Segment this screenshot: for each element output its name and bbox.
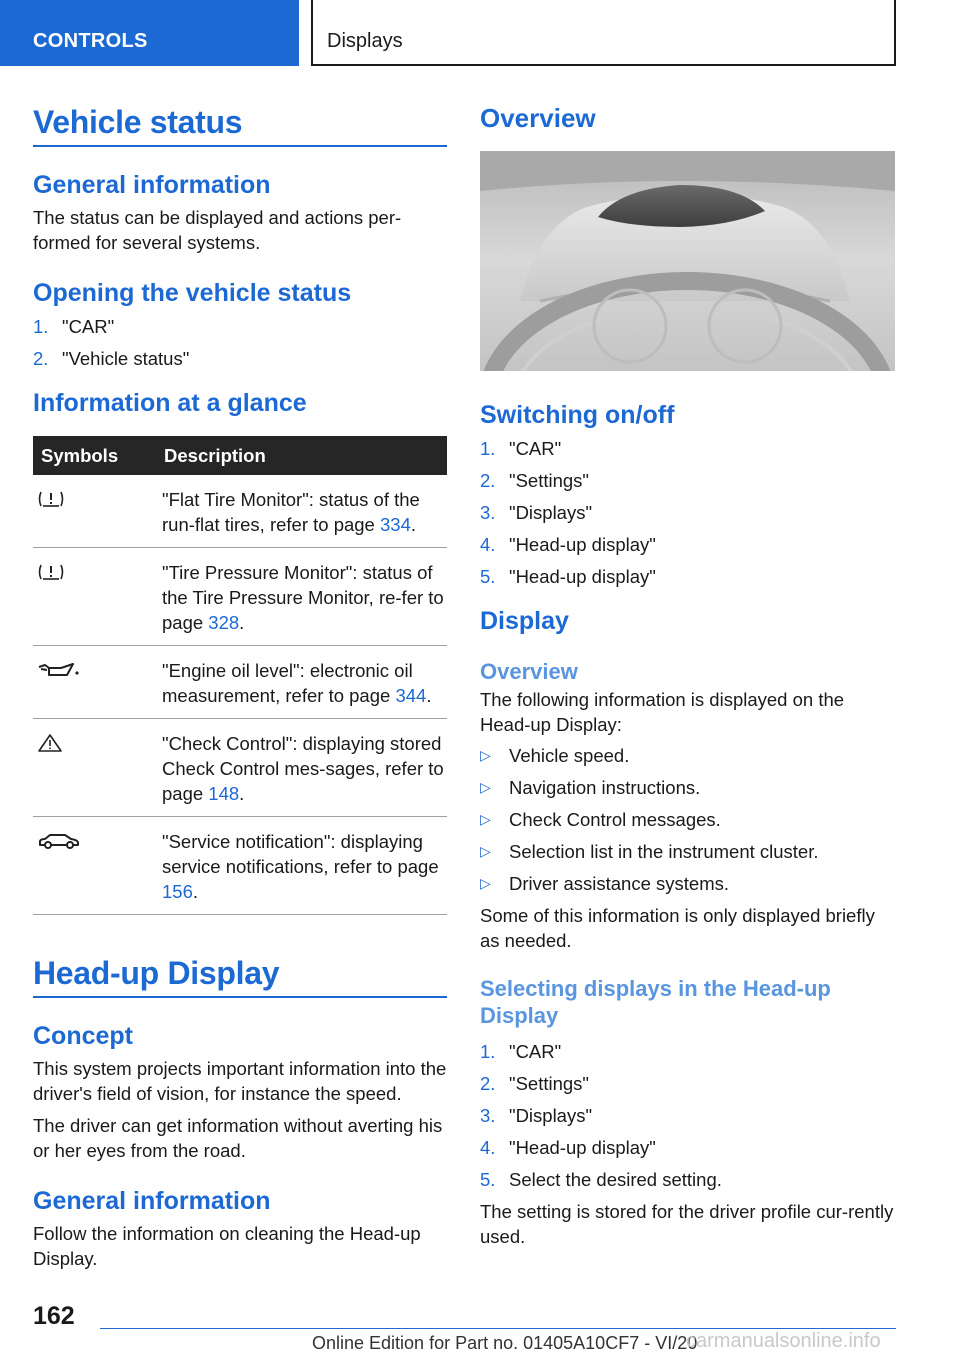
step-number: 1. (480, 1041, 496, 1062)
symbols-table (33, 436, 447, 915)
step-number: 2. (480, 1073, 496, 1094)
row-description: "Check Control": displaying stored Check Control mes‐sages, refer to page (162, 733, 444, 804)
row-description: "Flat Tire Monitor": status of the run-flat tires, refer to page (162, 489, 420, 535)
chapter-tab (0, 0, 299, 66)
step-text: "CAR" (509, 1041, 562, 1062)
edition-text: Online Edition for Part no. 01405A10CF7 - VI/20 (312, 1333, 698, 1353)
step-text: "CAR" (509, 438, 562, 459)
watermark: carmanualsonline.info (686, 1330, 881, 1352)
step-number: 1. (33, 316, 49, 337)
table-row (33, 475, 447, 548)
tire-pressure-warning-icon (37, 563, 65, 581)
row-suffix: . (192, 881, 199, 902)
display-info-list (480, 743, 895, 896)
step-number: 5. (480, 566, 496, 587)
switching-steps-list (480, 436, 895, 589)
list-item (480, 871, 895, 896)
car-service-icon (37, 831, 81, 851)
bullet-text: Check Control messages. (509, 809, 721, 830)
section-header (311, 0, 896, 66)
list-item (480, 1167, 895, 1192)
page-number: 162 (33, 1302, 75, 1330)
row-suffix: . (239, 612, 245, 633)
step-number: 2. (480, 470, 496, 491)
opening-steps-list (33, 314, 447, 371)
glance-heading: Information at a glance (33, 389, 307, 417)
setting-stored-text: The setting is stored for the driver profile cur‐rently used. (480, 1201, 894, 1247)
list-item (480, 1103, 895, 1128)
triangle-bullet-icon: ▷ (480, 875, 491, 891)
some-info-text: Some of this information is only displayed briefly as needed. (480, 905, 875, 951)
list-item (480, 436, 895, 461)
flat-tire-warning-icon (37, 490, 65, 508)
head-up-display-title: Head-up Display (33, 955, 447, 998)
table-row (33, 817, 447, 915)
table-header-row (33, 436, 447, 475)
row-suffix: . (426, 685, 432, 706)
table-row (33, 646, 447, 719)
step-text: "Displays" (509, 502, 593, 523)
opening-vehicle-status-heading: Opening the vehicle status (33, 279, 352, 307)
step-text: "Settings" (509, 470, 589, 491)
step-number: 2. (33, 348, 49, 369)
table-row (33, 548, 447, 646)
general-info-2-text: Follow the information on cleaning the Head-up Display. (33, 1223, 421, 1269)
row-suffix: . (239, 783, 245, 804)
selecting-displays-heading: Selecting displays in the Head-up Display (480, 976, 831, 1028)
general-info-text: The status can be displayed and actions per‐formed for several systems. (33, 207, 402, 253)
overview-heading: Overview (480, 103, 596, 133)
list-item (480, 839, 895, 864)
symbols-column-header: Symbols (33, 436, 162, 475)
list-item (33, 346, 447, 371)
triangle-bullet-icon: ▷ (480, 779, 491, 795)
right-column (480, 100, 895, 1249)
list-item (480, 532, 895, 557)
list-item (33, 314, 447, 339)
footer-divider (100, 1328, 896, 1329)
step-number: 5. (480, 1169, 496, 1190)
chapter-label: CONTROLS (33, 30, 148, 52)
triangle-bullet-icon: ▷ (480, 811, 491, 827)
table-row (33, 719, 447, 817)
page-link[interactable]: 156 (162, 881, 193, 902)
left-column (33, 100, 447, 1271)
step-number: 3. (480, 502, 496, 523)
step-text: "Head-up display" (509, 534, 656, 555)
triangle-bullet-icon: ▷ (480, 747, 491, 763)
list-item (480, 743, 895, 768)
list-item (480, 564, 895, 589)
step-number: 3. (480, 1105, 496, 1126)
row-description: "Engine oil level": electronic oil measurement, refer to page (162, 660, 413, 706)
row-suffix: . (410, 514, 417, 535)
concept-text-2: The driver can get information without averting his or her eyes from the road. (33, 1115, 443, 1161)
concept-heading: Concept (33, 1022, 133, 1050)
bullet-text: Vehicle speed. (509, 745, 630, 766)
list-item (480, 1039, 895, 1064)
step-text: "CAR" (62, 316, 115, 337)
warning-triangle-icon (37, 733, 63, 753)
section-label: Displays (327, 30, 403, 52)
overview-subheading: Overview (480, 659, 578, 684)
concept-text-1: This system projects important information into the driver's field of vision, for instance the speed. (33, 1058, 447, 1104)
page-link[interactable]: 328 (208, 612, 240, 633)
triangle-bullet-icon: ▷ (480, 843, 491, 859)
oil-can-icon (37, 660, 81, 680)
list-item (480, 1071, 895, 1096)
general-info-2-heading: General information (33, 1187, 271, 1215)
step-text: Select the desired setting. (509, 1169, 722, 1190)
step-text: "Settings" (509, 1073, 589, 1094)
bullet-text: Driver assistance systems. (509, 873, 729, 894)
switching-heading: Switching on/off (480, 401, 675, 429)
list-item (480, 468, 895, 493)
page-link[interactable]: 334 (380, 514, 411, 535)
display-heading: Display (480, 607, 569, 635)
vehicle-status-title: Vehicle status (33, 104, 447, 147)
list-item (480, 807, 895, 832)
step-text: "Displays" (509, 1105, 593, 1126)
description-column-header: Description (162, 436, 447, 475)
step-text: "Head-up display" (509, 1137, 656, 1158)
bullet-text: Navigation instructions. (509, 777, 701, 798)
step-text: "Vehicle status" (62, 348, 190, 369)
list-item (480, 775, 895, 800)
step-number: 1. (480, 438, 496, 459)
page-link[interactable]: 344 (395, 685, 427, 706)
general-info-heading: General information (33, 171, 271, 199)
step-text: "Head-up display" (509, 566, 656, 587)
list-item (480, 500, 895, 525)
step-number: 4. (480, 1137, 496, 1158)
step-number: 4. (480, 534, 496, 555)
head-up-display-photo (480, 151, 895, 371)
list-item (480, 1135, 895, 1160)
bullet-text: Selection list in the instrument cluster. (509, 841, 819, 862)
selecting-steps-list (480, 1039, 895, 1192)
row-description: "Tire Pressure Monitor": status of the Tire Pressure Monitor, re‐fer to page (162, 562, 444, 633)
overview-text: The following information is displayed on the Head-up Display: (480, 689, 845, 735)
page-link[interactable]: 148 (208, 783, 240, 804)
row-description: "Service notification": displaying service notifications, refer to page (162, 831, 439, 877)
